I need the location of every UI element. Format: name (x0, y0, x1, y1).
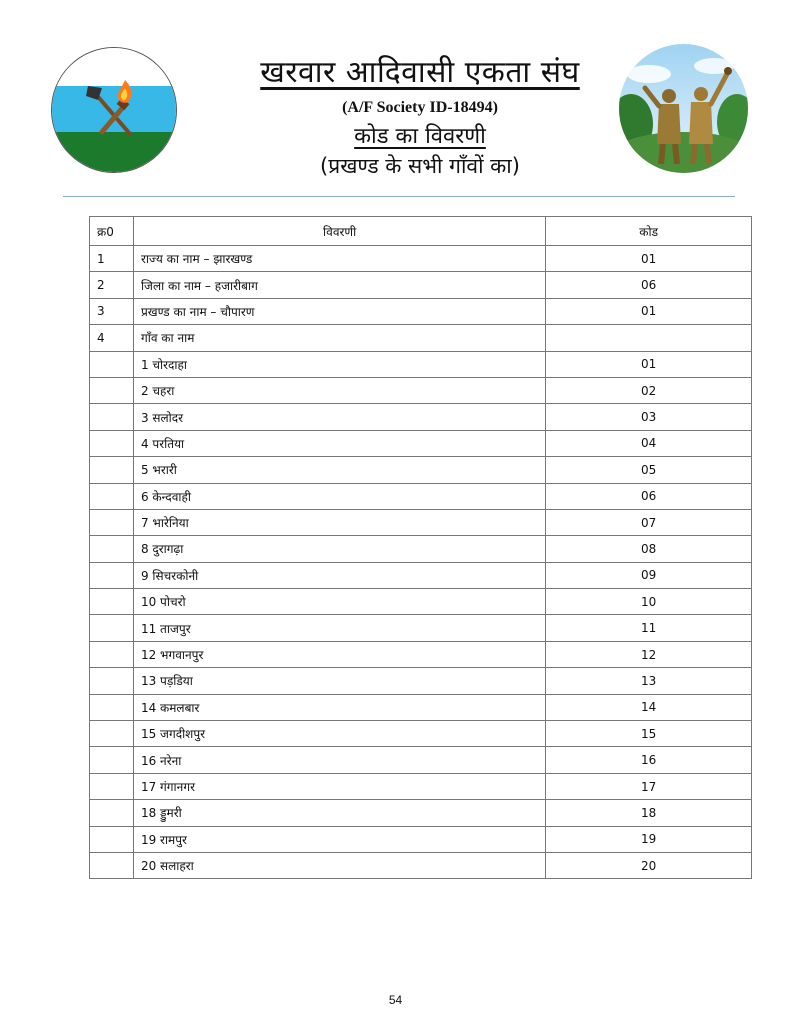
serial-cell: 3 (90, 298, 134, 324)
code-cell: 01 (546, 351, 752, 377)
description-cell: 3 सलोदर (133, 404, 545, 430)
serial-cell (90, 457, 134, 483)
organization-emblem-logo (51, 47, 177, 173)
table-row (90, 298, 752, 324)
society-id: (A/F Society ID-18494) (342, 99, 498, 116)
serial-cell (90, 351, 134, 377)
serial-cell (90, 430, 134, 456)
serial-cell (90, 721, 134, 747)
code-cell: 01 (546, 246, 752, 272)
serial-cell: 4 (90, 325, 134, 351)
code-cell: 19 (546, 826, 752, 852)
table-row (90, 694, 752, 720)
description-cell: 19 रामपुर (133, 826, 545, 852)
serial-cell (90, 826, 134, 852)
table-row (90, 641, 752, 667)
column-header-description: विवरणी (133, 217, 545, 246)
description-cell: 8 दुरागढ़ा (133, 536, 545, 562)
table-row (90, 747, 752, 773)
description-cell: 14 कमलबार (133, 694, 545, 720)
description-cell: 7 भारेनिया (133, 509, 545, 535)
description-cell: 11 ताजपुर (133, 615, 545, 641)
description-cell: 20 सलाहरा (133, 852, 545, 878)
table-row (90, 589, 752, 615)
serial-cell (90, 509, 134, 535)
code-cell: 15 (546, 721, 752, 747)
code-cell: 11 (546, 615, 752, 641)
table-header-row (90, 217, 752, 246)
description-cell: 18 ड्डुमरी (133, 800, 545, 826)
description-cell: प्रखण्ड का नाम – चौपारण (133, 298, 545, 324)
table-row (90, 272, 752, 298)
table-row (90, 826, 752, 852)
code-cell: 01 (546, 298, 752, 324)
serial-cell (90, 641, 134, 667)
serial-cell (90, 589, 134, 615)
description-cell: 6 केन्दवाही (133, 483, 545, 509)
serial-cell (90, 483, 134, 509)
serial-cell (90, 852, 134, 878)
table-row (90, 509, 752, 535)
code-cell: 09 (546, 562, 752, 588)
description-cell: 5 भरारी (133, 457, 545, 483)
document-heading: कोड का विवरणी (354, 124, 486, 149)
column-header-code: कोड (546, 217, 752, 246)
code-cell: 06 (546, 272, 752, 298)
description-cell: गाँव का नाम (133, 325, 545, 351)
description-cell: 2 चहरा (133, 377, 545, 403)
code-cell: 07 (546, 509, 752, 535)
description-cell: 17 गंगानगर (133, 773, 545, 799)
serial-cell (90, 404, 134, 430)
code-cell: 06 (546, 483, 752, 509)
table-row (90, 377, 752, 403)
code-cell: 20 (546, 852, 752, 878)
serial-cell (90, 694, 134, 720)
table-row (90, 404, 752, 430)
description-cell: 4 परतिया (133, 430, 545, 456)
table-row (90, 457, 752, 483)
description-cell: 10 पोचरो (133, 589, 545, 615)
code-cell: 05 (546, 457, 752, 483)
table-row (90, 562, 752, 588)
description-cell: 1 चोरदाहा (133, 351, 545, 377)
table-row (90, 773, 752, 799)
description-cell: राज्य का नाम – झारखण्ड (133, 246, 545, 272)
code-table (89, 216, 752, 879)
description-cell: 13 पड़डिया (133, 668, 545, 694)
serial-cell (90, 668, 134, 694)
axe-and-torch-emblem-icon (52, 48, 177, 173)
organization-title: खरवार आदिवासी एकता संघ (260, 55, 580, 90)
header-divider (63, 196, 735, 197)
serial-cell (90, 562, 134, 588)
code-cell: 03 (546, 404, 752, 430)
table-row (90, 430, 752, 456)
table-body (90, 246, 752, 879)
code-cell: 02 (546, 377, 752, 403)
code-cell: 10 (546, 589, 752, 615)
serial-cell (90, 800, 134, 826)
description-cell: 16 नरेना (133, 747, 545, 773)
table-row (90, 483, 752, 509)
table-row (90, 351, 752, 377)
table-row (90, 325, 752, 351)
description-cell: 15 जगदीशपुर (133, 721, 545, 747)
serial-cell (90, 377, 134, 403)
table-row (90, 615, 752, 641)
description-cell: 9 सिचरकोनी (133, 562, 545, 588)
code-cell: 08 (546, 536, 752, 562)
table-row (90, 800, 752, 826)
code-cell: 12 (546, 641, 752, 667)
code-cell: 04 (546, 430, 752, 456)
description-cell: 12 भगवानपुर (133, 641, 545, 667)
code-cell (546, 325, 752, 351)
page-number: 54 (388, 993, 403, 1007)
table-row (90, 721, 752, 747)
table-row (90, 852, 752, 878)
description-cell: जिला का नाम – हजारीबाग (133, 272, 545, 298)
code-cell: 17 (546, 773, 752, 799)
serial-cell: 2 (90, 272, 134, 298)
column-header-serial: क्र0 (90, 217, 134, 246)
code-cell: 18 (546, 800, 752, 826)
document-subheading: (प्रखण्ड के सभी गाँवों का) (320, 154, 520, 178)
serial-cell (90, 536, 134, 562)
serial-cell (90, 773, 134, 799)
serial-cell (90, 747, 134, 773)
serial-cell: 1 (90, 246, 134, 272)
table-row (90, 246, 752, 272)
serial-cell (90, 615, 134, 641)
code-cell: 16 (546, 747, 752, 773)
table-row (90, 668, 752, 694)
code-cell: 13 (546, 668, 752, 694)
table-row (90, 536, 752, 562)
code-cell: 14 (546, 694, 752, 720)
